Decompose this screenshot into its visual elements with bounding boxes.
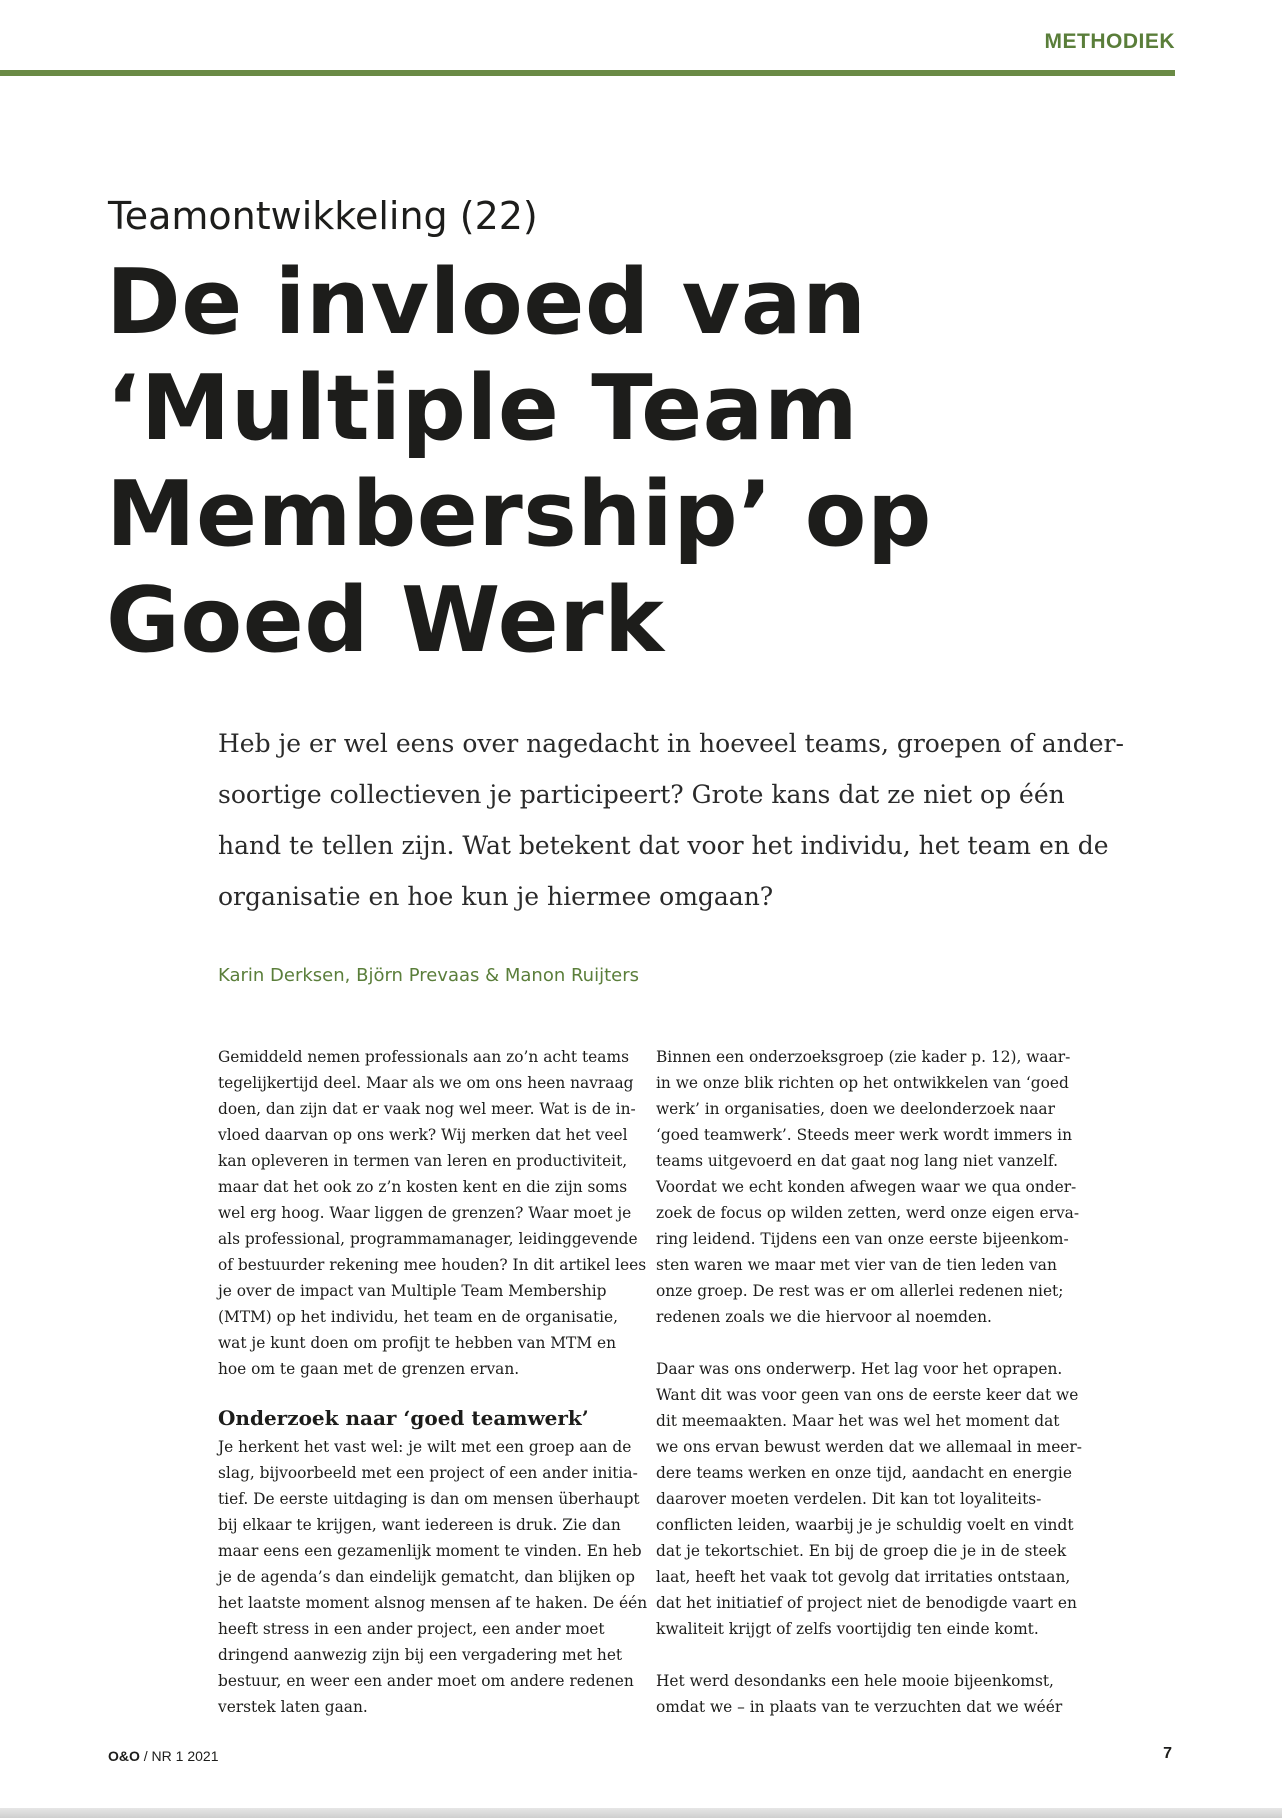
body-line: zoek de focus op wilden zetten, werd onze eigen erva- [656, 1204, 1080, 1222]
body-line: we ons ervan bewust werden dat we allemaal in meer- [656, 1438, 1082, 1456]
magazine-name: O&O [108, 1748, 140, 1764]
body-line: bij elkaar te krijgen, want iedereen is druk. Zie dan [218, 1516, 621, 1534]
section-label: METHODIEK [1044, 30, 1175, 53]
body-line: dringend aanwezig zijn bij een vergadering met het [218, 1646, 623, 1664]
body-line: Voordat we echt konden afwegen waar we qua onder- [656, 1178, 1077, 1196]
title-line: Membership’ op [106, 462, 932, 567]
body-line: maar eens een gezamenlijk moment te vinden. En heb [218, 1542, 642, 1560]
author-byline: Karin Derksen, Björn Prevaas & Manon Ruijters [218, 965, 640, 986]
body-line: doen, dan zijn dat er vaak nog wel meer. Wat is de in- [218, 1100, 636, 1118]
body-line: tief. De eerste uitdaging is dan om mensen überhaupt [218, 1490, 640, 1508]
title-line: De invloed van [106, 250, 867, 355]
paragraph-gap [656, 1642, 1066, 1668]
body-line: Binnen een onderzoeksgroep (zie kader p. 12), waar- [656, 1048, 1071, 1066]
title-line: Goed Werk [106, 568, 665, 673]
body-line: omdat we – in plaats van te verzuchten dat we wéér [656, 1698, 1063, 1716]
viewer-bottom-edge [0, 1808, 1282, 1818]
body-line: dit meemaakten. Maar het was wel het moment dat [656, 1412, 1060, 1430]
body-line: Daar was ons onderwerp. Het lag voor het oprapen. [656, 1360, 1063, 1378]
body-line: sten waren we maar met vier van de tien leden van [656, 1256, 1057, 1274]
body-line: redenen zoals we die hiervoor al noemden. [656, 1308, 992, 1326]
page-number: 7 [1163, 1745, 1172, 1762]
body-line: ring leidend. Tijdens een van onze eerste bijeenkom- [656, 1230, 1069, 1248]
paragraph [218, 1434, 648, 1720]
body-line: het laatste moment alsnog mensen af te haken. De één [218, 1594, 648, 1612]
body-line: kan opleveren in termen van leren en productiviteit, [218, 1152, 628, 1170]
article-intro [218, 718, 1124, 922]
body-line: Je herkent het vast wel: je wilt met een groep aan de [218, 1438, 632, 1456]
body-line: werk’ in organisaties, doen we deelonderzoek naar [656, 1100, 1055, 1118]
paragraph [656, 1668, 1066, 1720]
title-line: ‘Multiple Team [106, 356, 859, 461]
body-line: teams uitgevoerd en dat gaat nog lang niet vanzelf. [656, 1152, 1058, 1170]
body-line: slag, bijvoorbeeld met een project of een ander initia- [218, 1464, 638, 1482]
paragraph [656, 1356, 1082, 1642]
series-title: Teamontwikkeling (22) [108, 194, 538, 238]
article-title [106, 250, 1206, 674]
body-column-right [656, 1044, 1082, 1720]
body-line: onze groep. De rest was er om allerlei redenen niet; [656, 1282, 1064, 1300]
body-line: in we onze blik richten op het ontwikkelen van ‘goed [656, 1074, 1069, 1092]
body-line: je de agenda’s dan eindelijk gematcht, dan blijken op [218, 1568, 636, 1586]
body-line: of bestuurder rekening mee houden? In dit artikel lees [218, 1256, 647, 1274]
body-line: laat, heeft het vaak tot gevolg dat irritaties ontstaan, [656, 1568, 1071, 1586]
body-line: maar dat het ook zo z’n kosten kent en die zijn soms [218, 1178, 628, 1196]
section-subheading: Onderzoek naar ‘goed teamwerk’ [218, 1406, 589, 1430]
paragraph [218, 1044, 647, 1382]
body-line: wel erg hoog. Waar liggen de grenzen? Waar moet je [218, 1204, 632, 1222]
intro-line: Heb je er wel eens over nagedacht in hoeveel teams, groepen of ander- [218, 729, 1124, 758]
body-line: kwaliteit krijgt of zelfs voortijdig ten einde komt. [656, 1620, 1039, 1638]
body-line: dat het initiatief of project niet de benodigde vaart en [656, 1594, 1077, 1612]
body-line: als professional, programmamanager, leidinggevende [218, 1230, 638, 1248]
body-line: heeft stress in een ander project, een ander moet [218, 1620, 605, 1638]
header-rule [0, 70, 1175, 76]
body-line: daarover moeten verdelen. Dit kan tot loyaliteits- [656, 1490, 1042, 1508]
footer-issue [108, 1748, 219, 1764]
body-line: conflicten leiden, waarbij je je schuldig voelt en vindt [656, 1516, 1074, 1534]
paragraph-gap [656, 1330, 1066, 1356]
body-line: hoe om te gaan met de grenzen ervan. [218, 1360, 520, 1378]
intro-line: soortige collectieven je participeert? Grote kans dat ze niet op één [218, 780, 1065, 809]
body-line: je over de impact van Multiple Team Membership [218, 1282, 607, 1300]
body-line: Het werd desondanks een hele mooie bijeenkomst, [656, 1672, 1054, 1690]
intro-line: organisatie en hoe kun je hiermee omgaan? [218, 882, 774, 911]
body-line: wat je kunt doen om profijt te hebben van MTM en [218, 1334, 616, 1352]
intro-line: hand te tellen zijn. Wat betekent dat voor het individu, het team en de [218, 831, 1109, 860]
body-line: ‘goed teamwerk’. Steeds meer werk wordt immers in [656, 1126, 1072, 1144]
body-line: Want dit was voor geen van ons de eerste keer dat we [656, 1386, 1079, 1404]
paragraph-gap [218, 1382, 628, 1402]
body-line: (MTM) op het individu, het team en de organisatie, [218, 1308, 619, 1326]
body-line: tegelijkertijd deel. Maar als we om ons heen navraag [218, 1074, 634, 1092]
issue-number: / NR 1 2021 [139, 1748, 219, 1764]
body-column-left [218, 1044, 648, 1720]
paragraph [656, 1044, 1080, 1330]
body-line: dere teams werken en onze tijd, aandacht en energie [656, 1464, 1072, 1482]
body-line: Gemiddeld nemen professionals aan zo’n acht teams [218, 1048, 629, 1066]
body-line: verstek laten gaan. [218, 1698, 368, 1716]
body-line: dat je tekortschiet. En bij de groep die je in de steek [656, 1542, 1067, 1560]
body-line: bestuur, en weer een ander moet om andere redenen [218, 1672, 634, 1690]
body-line: vloed daarvan op ons werk? Wij merken dat het veel [218, 1126, 628, 1144]
